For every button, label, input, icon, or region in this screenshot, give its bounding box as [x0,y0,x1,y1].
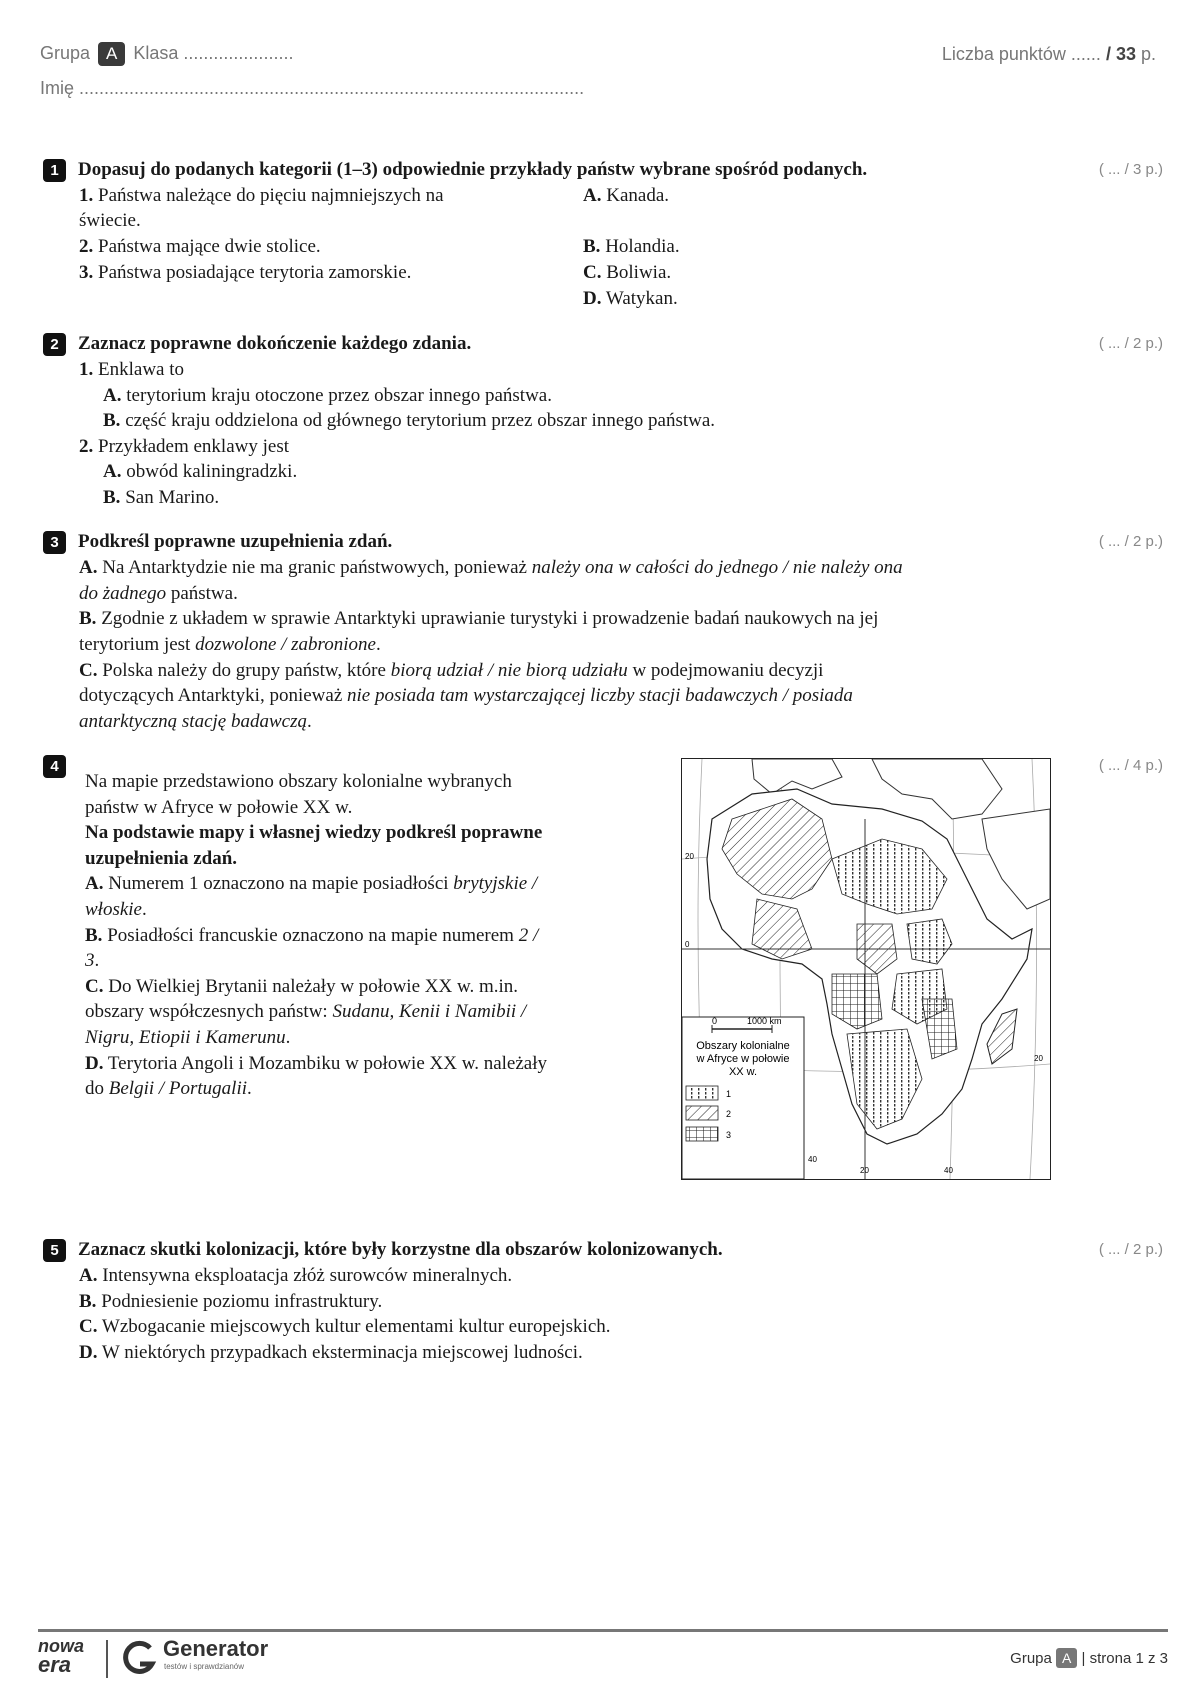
footer-group-badge: A [1056,1648,1077,1668]
task-number: 1 [43,159,66,182]
scale-zero: 0 [712,1016,718,1026]
sentence-a[interactable]: A. Na Antarktydzie nie ma granic państwowych, ponieważ należy ona w całości do jednego / nie należy ona [79,557,903,578]
category-1-cont: świecie. [79,210,141,231]
nowa-era-logo [38,1638,96,1678]
lat-label-40s: 40 [808,1155,817,1164]
generator-title: Generator [163,1636,269,1661]
task-points: ( ... / 2 p.) [1098,1241,1163,1258]
option-c[interactable]: C. Boliwia. [583,262,672,283]
lat-label-20n: 20 [685,852,694,861]
legend-title-3: XX w. [728,1066,758,1078]
task-1 [43,157,1163,317]
page-footer [1010,1648,1168,1668]
task-5 [43,1237,1163,1367]
sentence-b-cont[interactable]: terytorium jest dozwolone / zabronione. [79,634,381,655]
class-blank: ...................... [183,43,294,63]
option-a[interactable]: A. Intensywna eksploatacja złóż surowców mineralnych. [79,1265,513,1286]
question-1: 1. Enklawa to [79,359,185,380]
task-2 [43,331,1163,511]
task-4 [43,753,1163,1193]
task-number: 3 [43,531,66,554]
task-instruction: Na podstawie mapy i własnej wiedzy podkreśl poprawne [85,822,543,843]
map-intro: Na mapie przedstawiono obszary kolonialne wybranych [85,771,512,792]
task-number: 5 [43,1239,66,1262]
task-points: ( ... / 2 p.) [1098,533,1163,550]
answer-2b[interactable]: B. San Marino. [103,487,220,508]
task-number: 4 [43,755,66,778]
legend-1: 1 [726,1089,732,1099]
scale-label: 1000 km [747,1016,782,1026]
category-2: 2. Państwa mające dwie stolice. [79,236,321,257]
category-1: 1. Państwa należące do pięciu najmniejszych na [79,185,444,206]
sentence-c[interactable]: C. Do Wielkiej Brytanii należały w połowie XX w. m.in. [85,976,518,997]
group-field [40,42,293,66]
legend-title-2: w Afryce w połowie [696,1053,790,1065]
sentence-a-cont[interactable]: włoskie. [85,899,147,920]
legend-3: 3 [726,1130,732,1140]
logo-divider [106,1640,108,1678]
sentence-b[interactable]: B. Zgodnie z układem w sprawie Antarktyki uprawianie turystyki i prowadzenie badań naukowych na jej [79,608,879,629]
map-intro-cont: państw w Afryce w połowie XX w. [85,797,353,818]
task-instruction: Zaznacz poprawne dokończenie każdego zdania. [78,333,472,354]
answer-1a[interactable]: A. terytorium kraju otoczone przez obszar innego państwa. [103,385,552,406]
sentence-d[interactable]: D. Terytoria Angoli i Mozambiku w połowie XX w. należały [85,1053,547,1074]
points-total: / 33 [1105,44,1136,64]
sentence-b-cont[interactable]: 3. [85,950,100,971]
name-blank: ..................................................................................................... [79,78,585,98]
task-3 [43,529,1163,739]
logo-nowa: nowa [38,1636,85,1656]
sentence-c-cont2[interactable]: Nigru, Etiopii i Kamerunu. [85,1027,291,1048]
lon-label-20: 20 [860,1166,869,1175]
task-points: ( ... / 2 p.) [1098,335,1163,352]
answer-2a[interactable]: A. obwód kaliningradzki. [103,461,298,482]
group-label: Grupa [40,43,91,63]
option-d[interactable]: D. Watykan. [583,288,678,309]
option-d[interactable]: D. W niektórych przypadkach eksterminacja miejscowej ludności. [79,1342,583,1363]
generator-g-icon [120,1638,160,1678]
option-b[interactable]: B. Holandia. [583,236,680,257]
class-label: Klasa [133,43,179,63]
answer-1b[interactable]: B. część kraju oddzielona od głównego terytorium przez obszar innego państwa. [103,410,716,431]
points-blank: ...... [1070,44,1101,64]
sentence-a[interactable]: A. Numerem 1 oznaczono na mapie posiadłości brytyjskie / [85,873,538,894]
generator-subtitle: testów i sprawdzianów [164,1662,245,1671]
sentence-c-cont2[interactable]: antarktyczną stację badawczą. [79,711,312,732]
africa-colonial-map [681,758,1051,1180]
sentence-c-cont[interactable]: dotyczących Antarktyki, ponieważ nie posiada tam wystarczającej liczby stacji badawczych / posiada [79,685,853,706]
name-label: Imię [40,78,75,98]
sentence-d-cont[interactable]: do Belgii / Portugalii. [85,1078,252,1099]
sentence-b[interactable]: B. Posiadłości francuskie oznaczono na mapie numerem 2 / [85,925,539,946]
footer-group-label: Grupa [1010,1650,1052,1667]
lon-label-40: 40 [944,1166,953,1175]
legend-title-1: Obszary kolonialne [696,1040,790,1052]
task-instruction: Zaznacz skutki kolonizacji, które były korzystne dla obszarów kolonizowanych. [78,1239,723,1260]
sentence-c-cont[interactable]: obszary współczesnych państw: Sudanu, Kenii i Namibii / [85,1001,527,1022]
task-points: ( ... / 3 p.) [1098,161,1163,178]
option-b[interactable]: B. Podniesienie poziomu infrastruktury. [79,1291,383,1312]
question-2: 2. Przykładem enklawy jest [79,436,290,457]
task-instruction-cont: uzupełnienia zdań. [85,848,238,869]
task-instruction: Dopasuj do podanych kategorii (1–3) odpowiednie przykłady państw wybrane spośród podanych. [78,159,868,180]
africa-map-svg [682,759,1050,1179]
footer-divider [38,1629,1168,1632]
sentence-c[interactable]: C. Polska należy do grupy państw, które biorą udział / nie biorą udziału w podejmowaniu decyzji [79,660,824,681]
points-label: Liczba punktów [941,44,1066,64]
task-points: ( ... / 4 p.) [1098,757,1163,774]
sentence-a-cont[interactable]: do żadnego państwa. [79,583,238,604]
logo-era: era [38,1652,72,1677]
footer-page-number: | strona 1 z 3 [1081,1650,1168,1667]
group-badge: A [98,42,125,66]
option-c[interactable]: C. Wzbogacanie miejscowych kultur elementami kultur europejskich. [79,1316,611,1337]
lat-label-0: 0 [685,940,690,949]
task-number: 2 [43,333,66,356]
option-a[interactable]: A. Kanada. [583,185,670,206]
task-instruction: Podkreśl poprawne uzupełnienia zdań. [78,531,393,552]
category-3: 3. Państwa posiadające terytoria zamorskie. [79,262,412,283]
points-field [942,44,1156,65]
points-unit: p. [1140,44,1156,64]
lat-label-20s: 20 [1034,1054,1043,1063]
legend-2: 2 [726,1109,732,1119]
name-field [40,78,584,99]
